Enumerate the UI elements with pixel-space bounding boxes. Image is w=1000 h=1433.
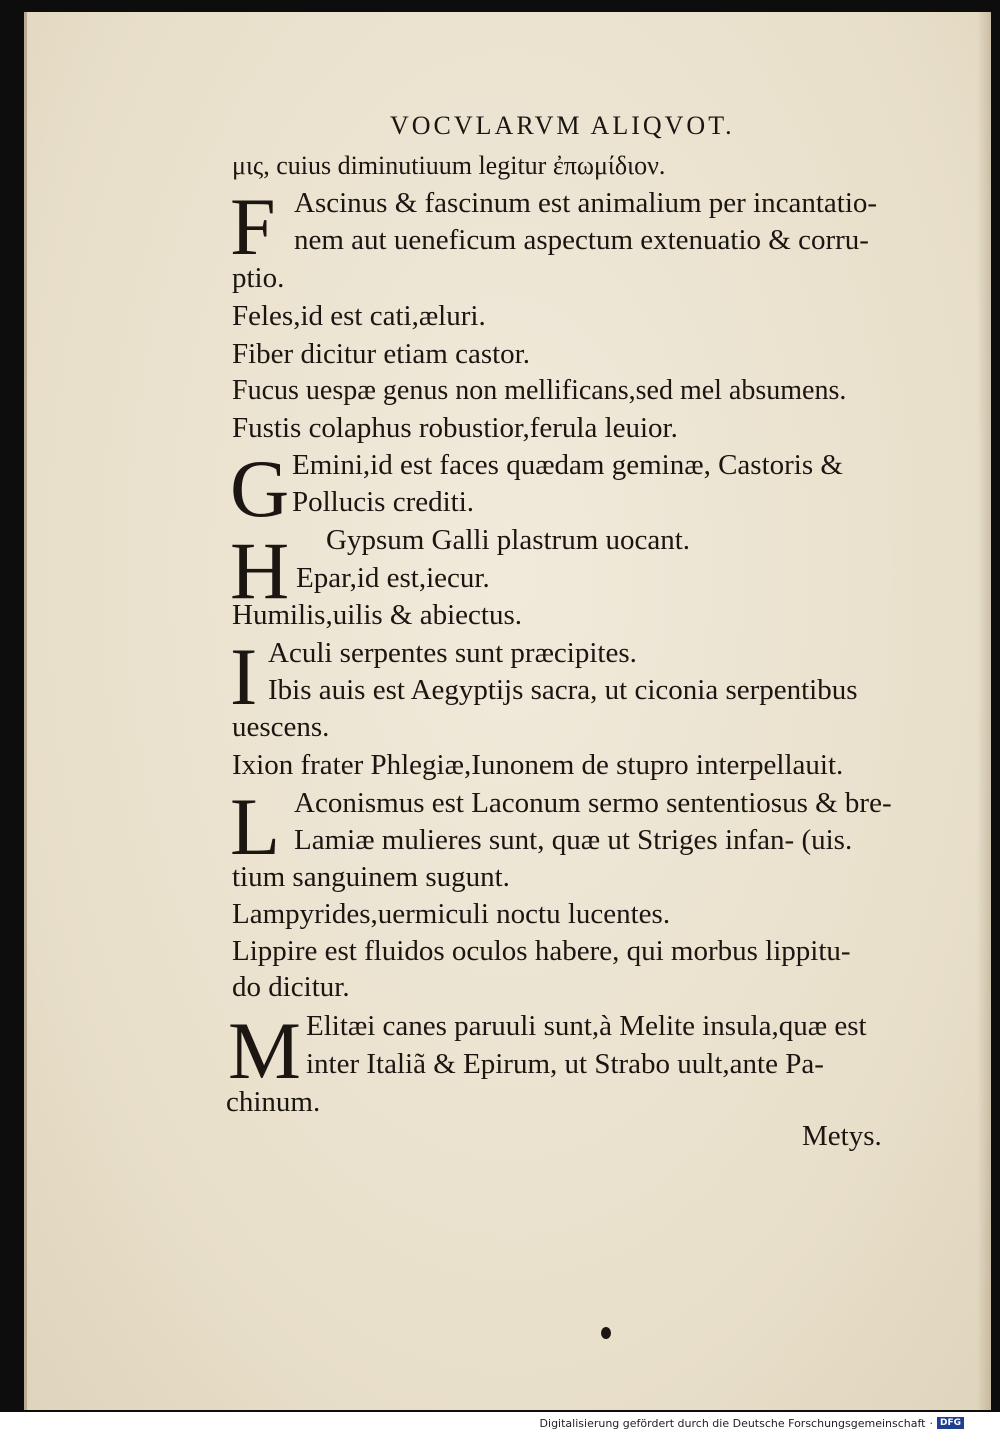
text-line: μις, cuius diminutiuum legitur ἐπωμίδιον. [232,151,666,180]
text-line: Lippire est fluidos oculos habere, qui morbus lippitu- [232,935,851,967]
footer-credit: Digitalisierung gefördert durch die Deutsche Forschungsgemeinschaft · DFG [540,1415,964,1431]
text-line: Pollucis crediti. [292,486,475,518]
text-line: nem aut ueneficum aspectum extenuatio & corru- [294,224,869,256]
text-line: Ascinus & fascinum est animalium per incantatio- [294,187,878,219]
drop-cap-i: I [230,631,258,722]
running-head: VOCVLARVM ALIQVOT. [390,111,735,140]
text-line: Fiber dicitur etiam castor. [232,338,530,370]
text-line: Humilis,uilis & abiectus. [232,599,522,631]
dfg-logo-icon: DFG [937,1417,964,1429]
text-line: do dicitur. [232,971,350,1003]
drop-cap-g: G [230,443,290,534]
text-line: Feles,id est cati,æluri. [232,300,486,332]
text-line: inter Italiã & Epirum, ut Strabo uult,ante Pa- [306,1048,824,1080]
text-line: ptio. [232,262,285,294]
text-line: Aconismus est Laconum sermo sententiosus & bre- [294,787,892,819]
text-line: Fucus uespæ genus non mellificans,sed mel absumens. [232,375,847,406]
text-line: Aculi serpentes sunt præcipites. [268,637,637,669]
text-line: Ixion frater Phlegiæ,Iunonem de stupro interpellauit. [232,749,844,781]
text-line: Lampyrides,uermiculi noctu lucentes. [232,898,671,930]
text-line: Fustis colaphus robustior,ferula leuior. [232,412,678,444]
text-line: Gypsum Galli plastrum uocant. [326,524,691,556]
text-line: chinum. [226,1086,321,1118]
drop-cap-h: H [230,525,290,616]
ink-dot [601,1327,611,1339]
text-line: Elitæi canes paruuli sunt,à Melite insula,quæ est [306,1010,867,1042]
text-line: uescens. [232,711,330,743]
text-line: Emini,id est faces quædam geminæ, Castoris & [292,449,843,481]
drop-cap-l: L [230,781,281,872]
text-line: Lamiæ mulieres sunt, quæ ut Striges infan- (uis. [294,824,853,856]
text-line: Epar,id est,iecur. [296,562,490,594]
text-line: tium sanguinem sugunt. [232,861,510,893]
catchword: Metys. [802,1120,882,1152]
drop-cap-f: F [230,181,276,272]
text-line: Ibis auis est Aegyptijs sacra, ut ciconia serpentibus [268,674,858,706]
footer-credit-text: Digitalisierung gefördert durch die Deutsche Forschungsgemeinschaft [539,1416,926,1430]
drop-cap-m: M [228,1005,301,1096]
